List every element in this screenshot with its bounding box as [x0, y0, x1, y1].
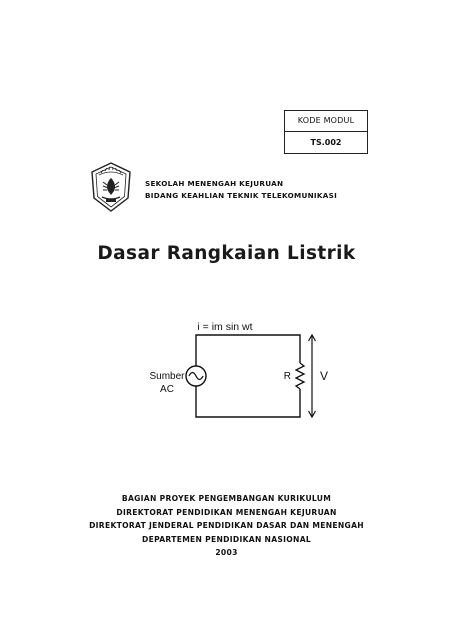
module-code-value: TS.002 — [310, 138, 342, 147]
publisher-block — [0, 492, 453, 560]
tut-wuri-handayani-emblem-icon — [88, 160, 134, 214]
voltage-label: V — [319, 369, 329, 383]
publisher-line-3: DIREKTORAT JENDERAL PENDIDIKAN DASAR DAN MENENGAH — [89, 521, 364, 530]
circuit-diagram — [140, 316, 350, 428]
school-line-2: BIDANG KEAHLIAN TEKNIK TELEKOMUNIKASI — [145, 191, 338, 200]
publisher-line-1: BAGIAN PROYEK PENGEMBANGAN KURIKULUM — [121, 494, 332, 503]
current-label: i = im sin wt — [197, 321, 253, 333]
resistor-label: R — [283, 371, 291, 382]
school-line-1: SEKOLAH MENENGAH KEJURUAN — [145, 179, 284, 188]
publication-year: 2003 — [215, 548, 238, 557]
school-heading — [145, 178, 337, 202]
source-label-line-2: AC — [160, 384, 174, 395]
module-code-box — [284, 110, 368, 154]
publisher-line-4: DEPARTEMEN PENDIDIKAN NASIONAL — [141, 534, 312, 544]
publisher-line-2: DIREKTORAT PENDIDIKAN MENENGAH KEJURUAN — [116, 507, 337, 517]
source-label-line-1: Sumber — [149, 371, 185, 382]
document-title: Dasar Rangkaian Listrik — [97, 243, 356, 264]
module-code-label: KODE MODUL — [285, 111, 367, 132]
